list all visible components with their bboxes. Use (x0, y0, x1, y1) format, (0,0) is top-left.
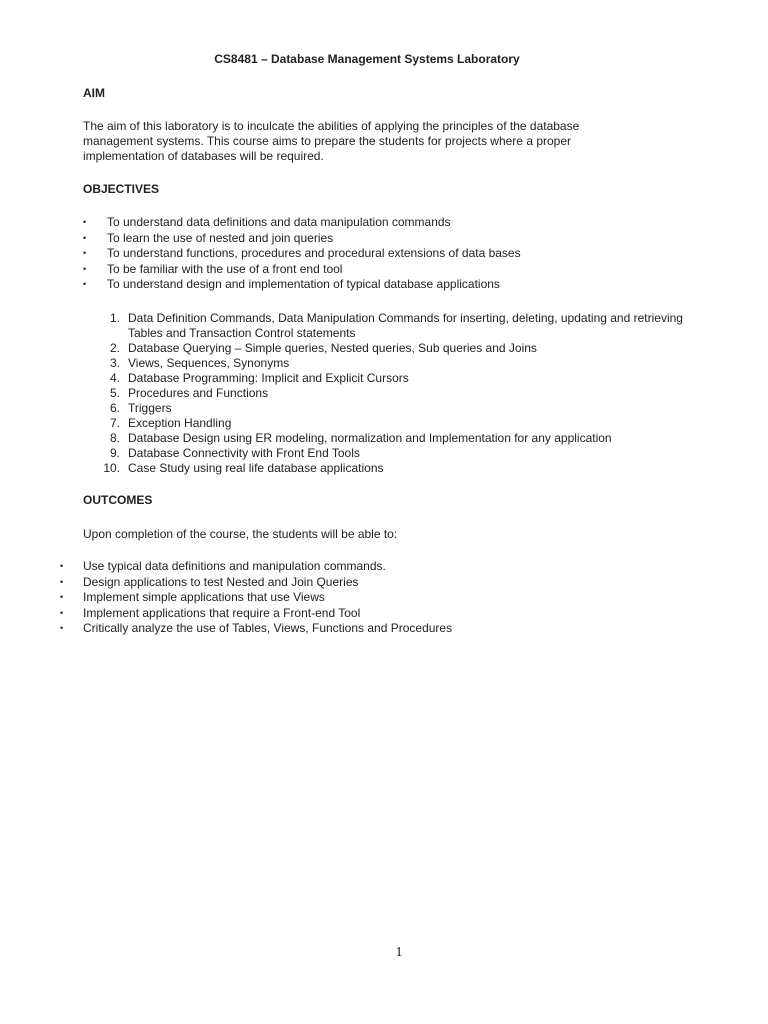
experiment-text: Views, Sequences, Synonyms (128, 356, 290, 370)
list-number: 1. (109, 311, 120, 325)
experiment-text: Exception Handling (128, 416, 232, 430)
list-number: 7. (109, 416, 120, 430)
list-item (100, 416, 683, 431)
experiment-text: Procedures and Functions (128, 386, 269, 400)
aim-paragraph (83, 119, 623, 164)
bullet-icon: • (60, 607, 64, 618)
list-item (100, 341, 683, 356)
experiment-text: Database Programming: Implicit and Explicit Cursors (128, 371, 409, 385)
bullet-icon: • (60, 561, 64, 571)
outcome-text: Use typical data definitions and manipulation commands. (83, 559, 386, 573)
list-item (100, 461, 683, 476)
list-item (100, 401, 683, 416)
list-item (100, 386, 683, 401)
outcome-text: Design applications to test Nested and Join Queries (83, 574, 359, 589)
bullet-icon: • (60, 623, 64, 633)
objective-text: To learn the use of nested and join queries (107, 230, 334, 245)
list-item (100, 431, 683, 446)
list-item (100, 371, 683, 386)
aim-line: management systems. This course aims to prepare the students for projects where a proper (83, 134, 572, 148)
list-item (100, 446, 683, 461)
experiment-text: Data Definition Commands, Data Manipulation Commands for inserting, deleting, updating and retrieving (128, 311, 683, 325)
bullet-icon: • (83, 232, 87, 243)
bullet-icon: • (60, 576, 64, 587)
list-number: 3. (109, 356, 120, 370)
objective-text: To understand functions, procedures and procedural extensions of data bases (107, 246, 521, 260)
outcomes-heading: OUTCOMES (83, 493, 153, 507)
outcome-text: Implement applications that require a Front-end Tool (83, 605, 361, 620)
objectives-heading: OBJECTIVES (83, 182, 160, 196)
experiment-text: Database Design using ER modeling, normalization and Implementation for any application (128, 431, 612, 445)
objective-text: To understand data definitions and data manipulation commands (107, 215, 451, 229)
list-number: 4. (109, 371, 120, 385)
outcomes-intro: Upon completion of the course, the students will be able to: (83, 527, 398, 541)
page-title: CS8481 – Database Management Systems Laboratory (214, 52, 520, 66)
list-number: 8. (109, 431, 120, 445)
list-number: 10. (103, 461, 120, 475)
list-number: 5. (109, 386, 120, 400)
objective-text: To understand design and implementation of typical database applications (107, 277, 500, 291)
experiment-text: Case Study using real life database applications (128, 461, 384, 475)
bullet-icon: • (83, 263, 87, 274)
experiment-continuation: Tables and Transaction Control statements (128, 326, 356, 340)
bullet-icon: • (60, 592, 64, 602)
aim-heading: AIM (83, 86, 105, 100)
list-number: 6. (109, 401, 120, 415)
experiment-text: Triggers (128, 401, 172, 415)
list-number: 2. (109, 341, 120, 355)
experiments-list (100, 311, 683, 476)
objective-text: To be familiar with the use of a front end tool (107, 261, 343, 276)
outcome-text: Critically analyze the use of Tables, Views, Functions and Procedures (83, 621, 453, 635)
bullet-icon: • (83, 279, 87, 289)
outcome-text: Implement simple applications that use Views (83, 590, 325, 604)
experiment-text: Database Querying – Simple queries, Nested queries, Sub queries and Joins (128, 341, 537, 355)
bullet-icon: • (83, 217, 87, 227)
list-item (100, 356, 683, 371)
experiment-text: Database Connectivity with Front End Tools (128, 446, 360, 460)
aim-line: implementation of databases will be required. (83, 149, 324, 163)
list-item (100, 311, 683, 341)
list-number: 9. (109, 446, 120, 460)
page-number: 1 (395, 945, 403, 960)
bullet-icon: • (83, 248, 87, 258)
aim-line: The aim of this laboratory is to inculcate the abilities of applying the principles of the database (83, 119, 580, 133)
